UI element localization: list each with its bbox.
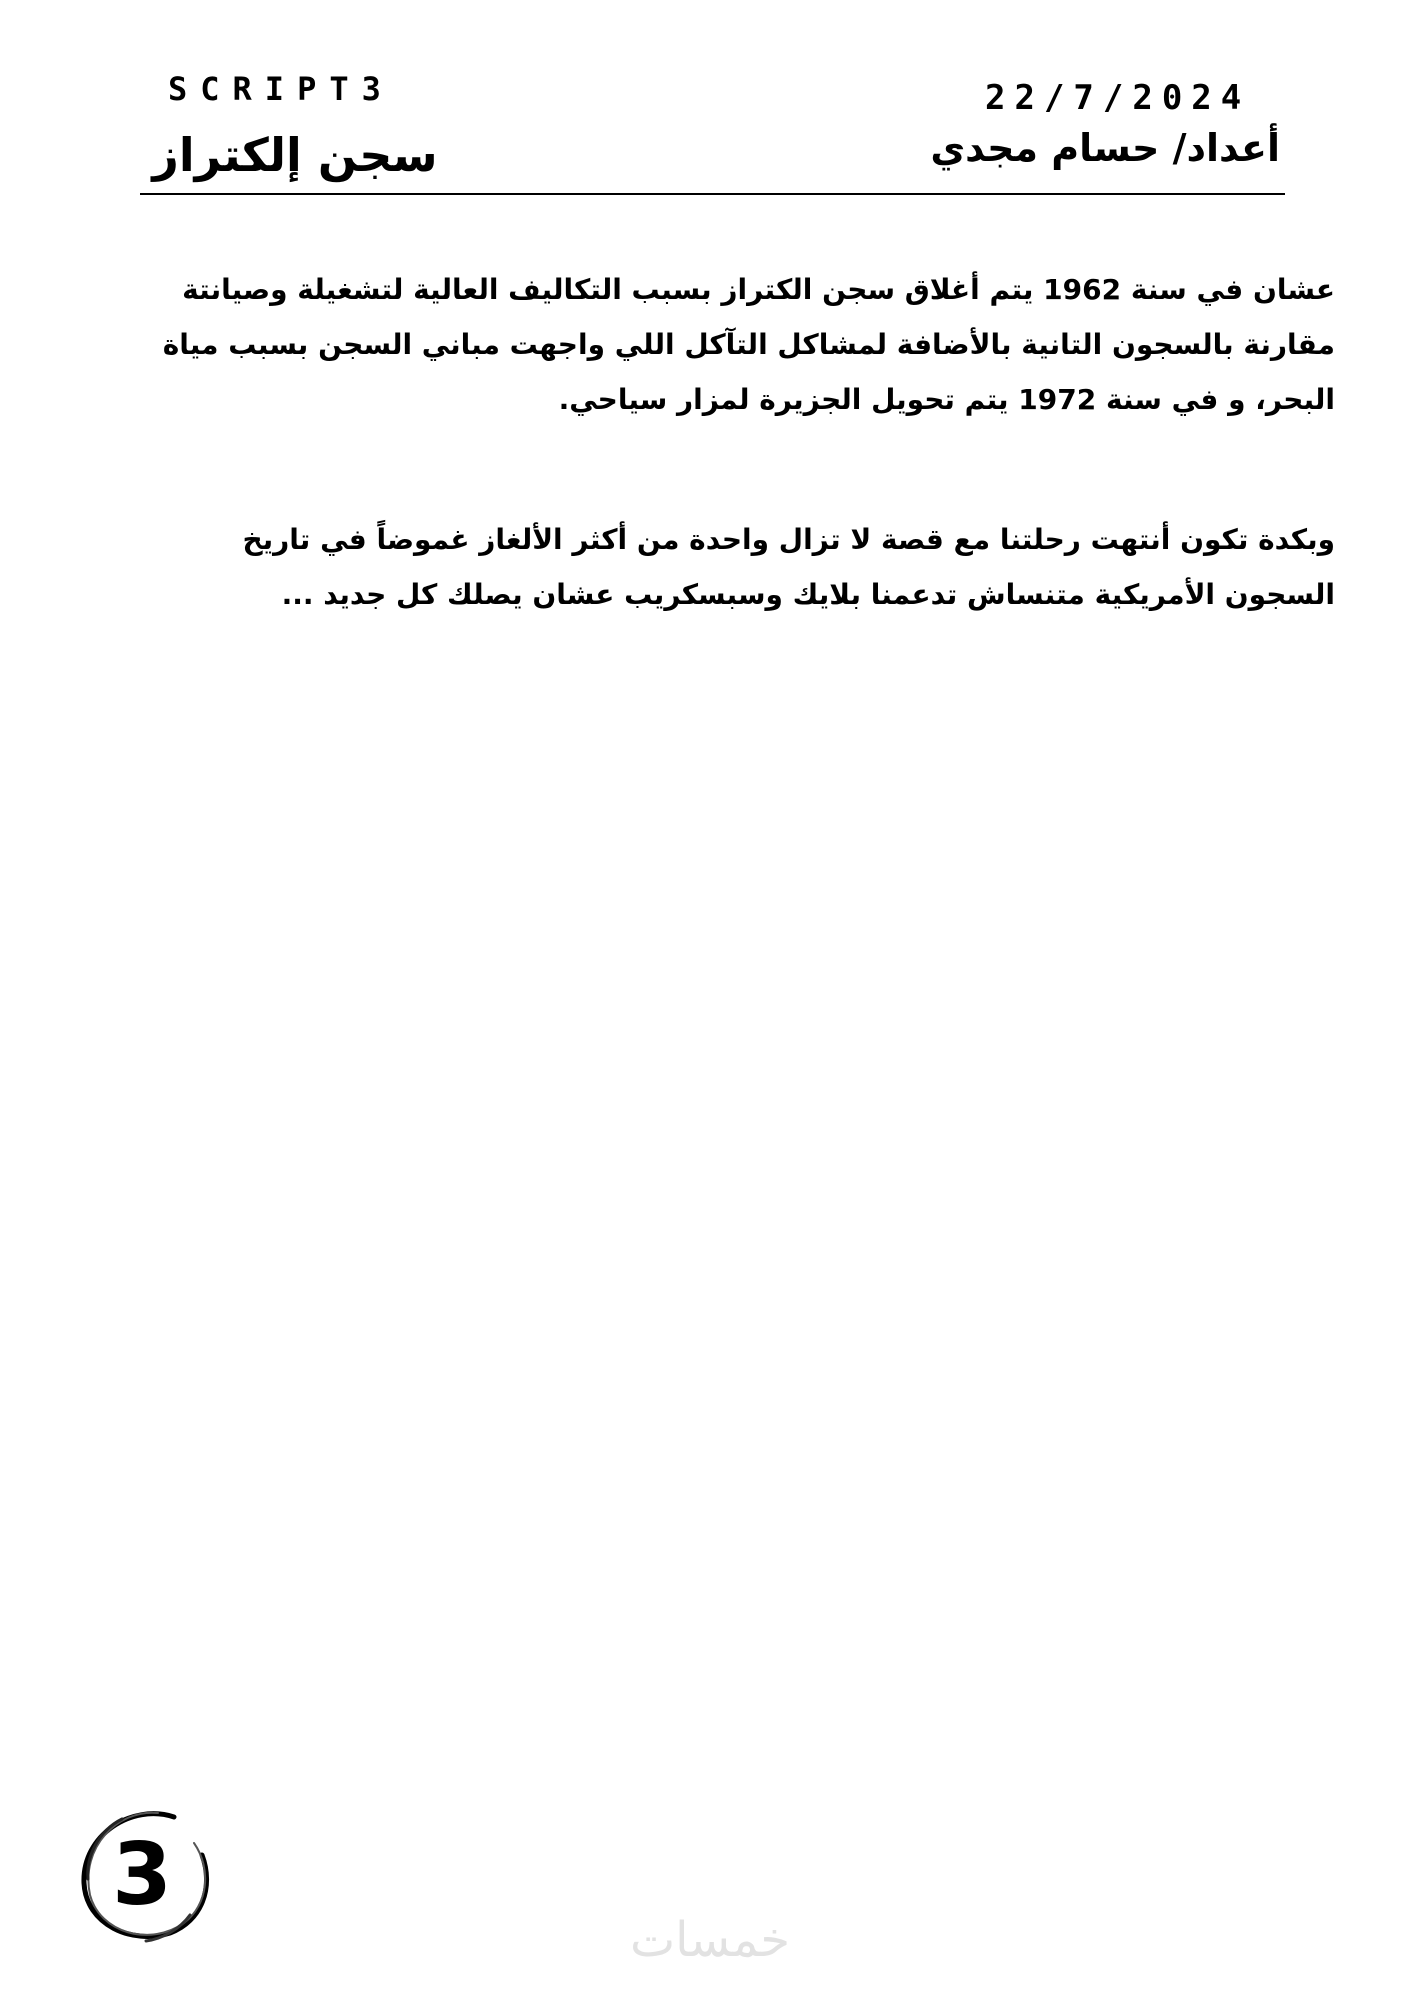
body-paragraph-2: وبكدة تكون أنتهت رحلتنا مع قصة لا تزال واحدة من أكثر الألغاز غموضاً في تاريخ السجون الأمريكية متنساش تدعمنا بلايك وسبسكريب عشان يصلك كل جديد ... xyxy=(242,523,1335,611)
author-credit: أعداد/ حسام مجدي xyxy=(930,126,1280,170)
watermark: خمسات xyxy=(629,1912,791,1968)
body-paragraph-1: عشان في سنة 1962 يتم أغلاق سجن الكتراز بسبب التكاليف العالية لتشغيلة وصيانتة مقارنة بالسجون التانية بالأضافة لمشاكل التآكل اللي واجهت مباني السجن بسبب مياة البحر، و في سنة 1972 يتم تحويل الجزيرة لمزار سياحي. xyxy=(162,273,1335,416)
document-title: سجن إلكتراز xyxy=(152,128,438,182)
page-number: 3 xyxy=(112,1825,172,1925)
header-divider xyxy=(140,193,1285,195)
document-date: 22/7/2024 xyxy=(985,78,1251,118)
script-label: SCRIPT3 xyxy=(168,70,394,108)
